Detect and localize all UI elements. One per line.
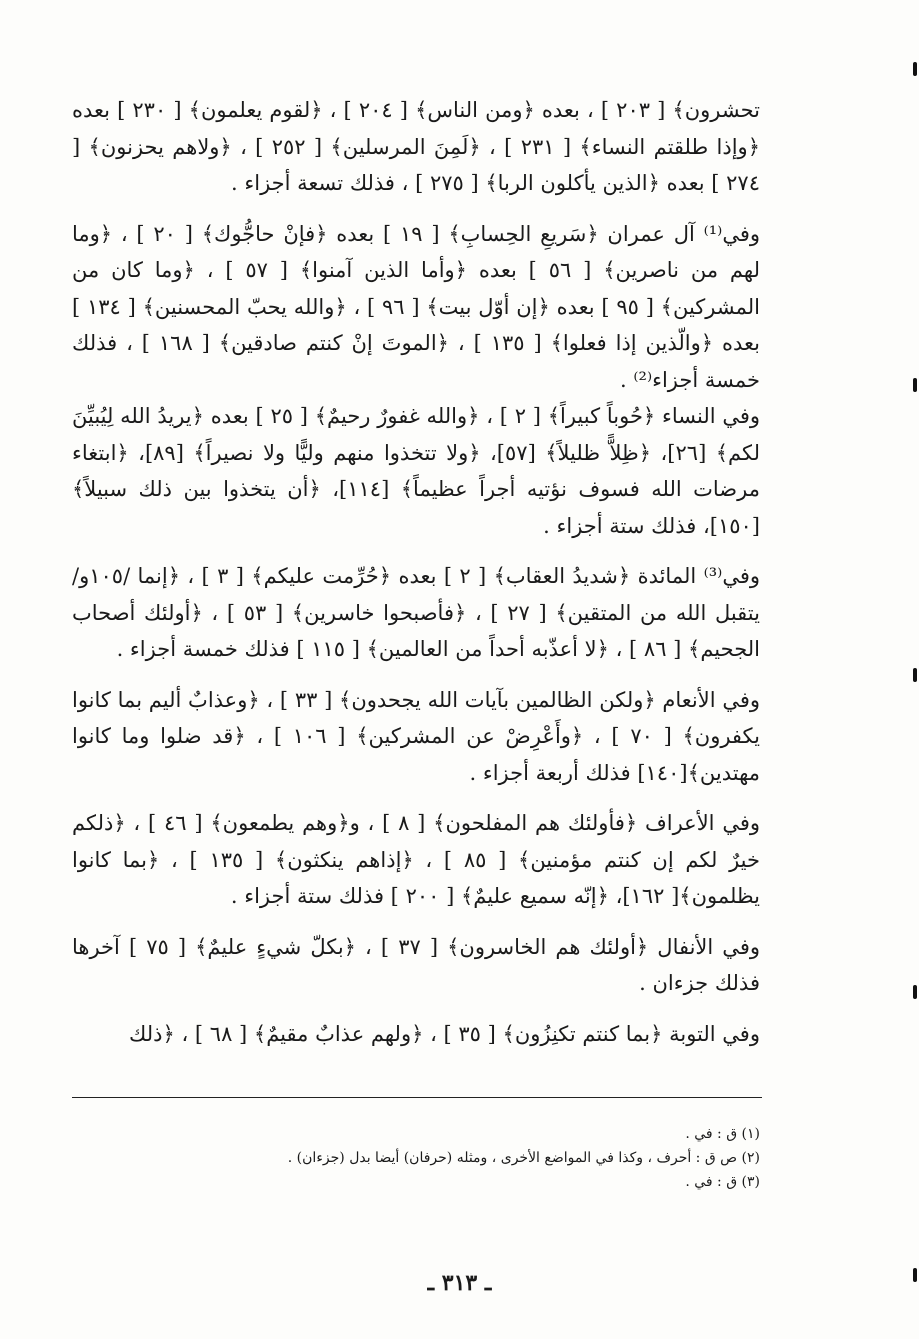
page-number: ـ ٣١٣ ـ — [427, 1270, 492, 1296]
footnote-2: (٢) ص ق : أحرف ، وكذا في المواضع الأخرى ، ومثله (حرفان) أيضا بدل (جزءان) . — [287, 1150, 760, 1166]
paragraph-al-imran: وفي⁽¹⁾ آل عمران ﴿سَريعِ الحِسابِ﴾ [ ١٩ ] بعده ﴿فإنْ حاجُّوك﴾ [ ٢٠ ] ، ﴿وما لهم من ناصرين﴾ [ ٥٦ ] بعده ﴿وأما الذين آمنوا﴾ [ ٥٧ ] ، ﴿وما كان من المشركين﴾ [ ٩٥ ] بعده ﴿إن أوّل بيت﴾ [ ٩٦ ] ، ﴿والله يحبّ المحسنين﴾ [ ١٣٤ ] بعده ﴿والّذين إذا فعلوا﴾ [ ١٣٥ ] ، ﴿الموتَ إنْ كنتم صادقين﴾ [ ١٦٨ ] ، فذلك خمسة أجزاء⁽²⁾ . — [72, 221, 760, 392]
scan-edge-mark — [913, 62, 917, 76]
footnote-divider — [72, 1097, 762, 1098]
paragraph-tawba: وفي التوبة ﴿بما كنتم تكنِزُون﴾ [ ٣٥ ] ، ﴿ولهم عذابٌ مقيمٌ﴾ [ ٦٨ ] ، ﴿ذلك — [129, 1021, 760, 1046]
paragraph-maida: وفي⁽³⁾ المائدة ﴿شديدُ العقاب﴾ [ ٢ ] بعده ﴿حُرِّمت عليكم﴾ [ ٣ ] ، ﴿إنما /١٠٥و/ يتقبل الله من المتقين﴾ [ ٢٧ ] ، ﴿فأصبحوا خاسرين﴾ [ ٥٣ ] ، ﴿أولئك أصحاب الجحيم﴾ [ ٨٦ ] ، ﴿لا أعذّبه أحداً من العالمين﴾ [ ١١٥ ] فذلك خمسة أجزاء . — [72, 564, 760, 661]
footnote-1: (١) ق : في . — [685, 1126, 760, 1142]
paragraph-baqara-end: تحشرون﴾ [ ٢٠٣ ] ، بعده ﴿ومن الناس﴾ [ ٢٠٤ ] ، ﴿لقوم يعلمون﴾ [ ٢٣٠ ] بعده ﴿وإذا طلقتم النساء﴾ [ ٢٣١ ] ، ﴿لَمِنَ المرسلين﴾ [ ٢٥٢ ] ، ﴿ولاهم يحزنون﴾ [ ٢٧٤ ] بعده ﴿الذين يأكلون الربا﴾ [ ٢٧٥ ] ، فذلك تسعة أجزاء . — [72, 98, 761, 195]
scan-edge-mark — [913, 668, 917, 682]
paragraph-anfal: وفي الأنفال ﴿أولئك هم الخاسرون﴾ [ ٣٧ ] ، ﴿بكلّ شيءٍ عليمٌ﴾ [ ٧٥ ] آخرها فذلك جزءان . — [72, 934, 760, 995]
paragraph-anam: وفي الأنعام ﴿ولكن الظالمين بآيات الله يجحدون﴾ [ ٣٣ ] ، ﴿وعذابٌ أليم بما كانوا يكفرون﴾ [ ٧٠ ] ، ﴿وأَعْرِضْ عن المشركين﴾ [ ١٠٦ ] ، ﴿قد ضلوا وما كانوا مهتدين﴾[١٤٠] فذلك أربعة أجزاء . — [72, 687, 760, 785]
scan-edge-mark — [913, 378, 917, 392]
footnote-3: (٣) ق : في . — [685, 1174, 760, 1190]
scan-edge-mark — [913, 1268, 917, 1282]
main-text — [72, 92, 760, 1066]
footnotes — [72, 1122, 760, 1194]
paragraph-araf: وفي الأعراف ﴿فأولئك هم المفلحون﴾ [ ٨ ] ، و﴿وهم يطمعون﴾ [ ٤٦ ] ، ﴿ذلكم خيرٌ لكم إن كنتم مؤمنين﴾ [ ٨٥ ] ، ﴿إذاهم ينكثون﴾ [ ١٣٥ ] ، ﴿بما كانوا يظلمون﴾[ ١٦٢]، ﴿إنّه سميع عليمٌ﴾ [ ٢٠٠ ] فذلك ستة أجزاء . — [72, 811, 761, 908]
paragraph-nisa: وفي النساء ﴿حُوباً كبيراً﴾ [ ٢ ] ، ﴿والله غفورٌ رحيمٌ﴾ [ ٢٥ ] بعده ﴿يريدُ الله لِيُبيِّنَ لكم﴾ [٢٦]، ﴿ظِلاًّ ظليلاً﴾ [٥٧]، ﴿ولا تتخذوا منهم وليًّا ولا نصيراً﴾ [٨٩]، ﴿ابتغاء مرضات الله فسوف نؤتيه أجراً عظيماً﴾ [١١٤]، ﴿أن يتخذوا بين ذلك سبيلاً﴾ [١٥٠]، فذلك ستة أجزاء . — [72, 404, 761, 538]
scan-edge-mark — [913, 985, 917, 999]
